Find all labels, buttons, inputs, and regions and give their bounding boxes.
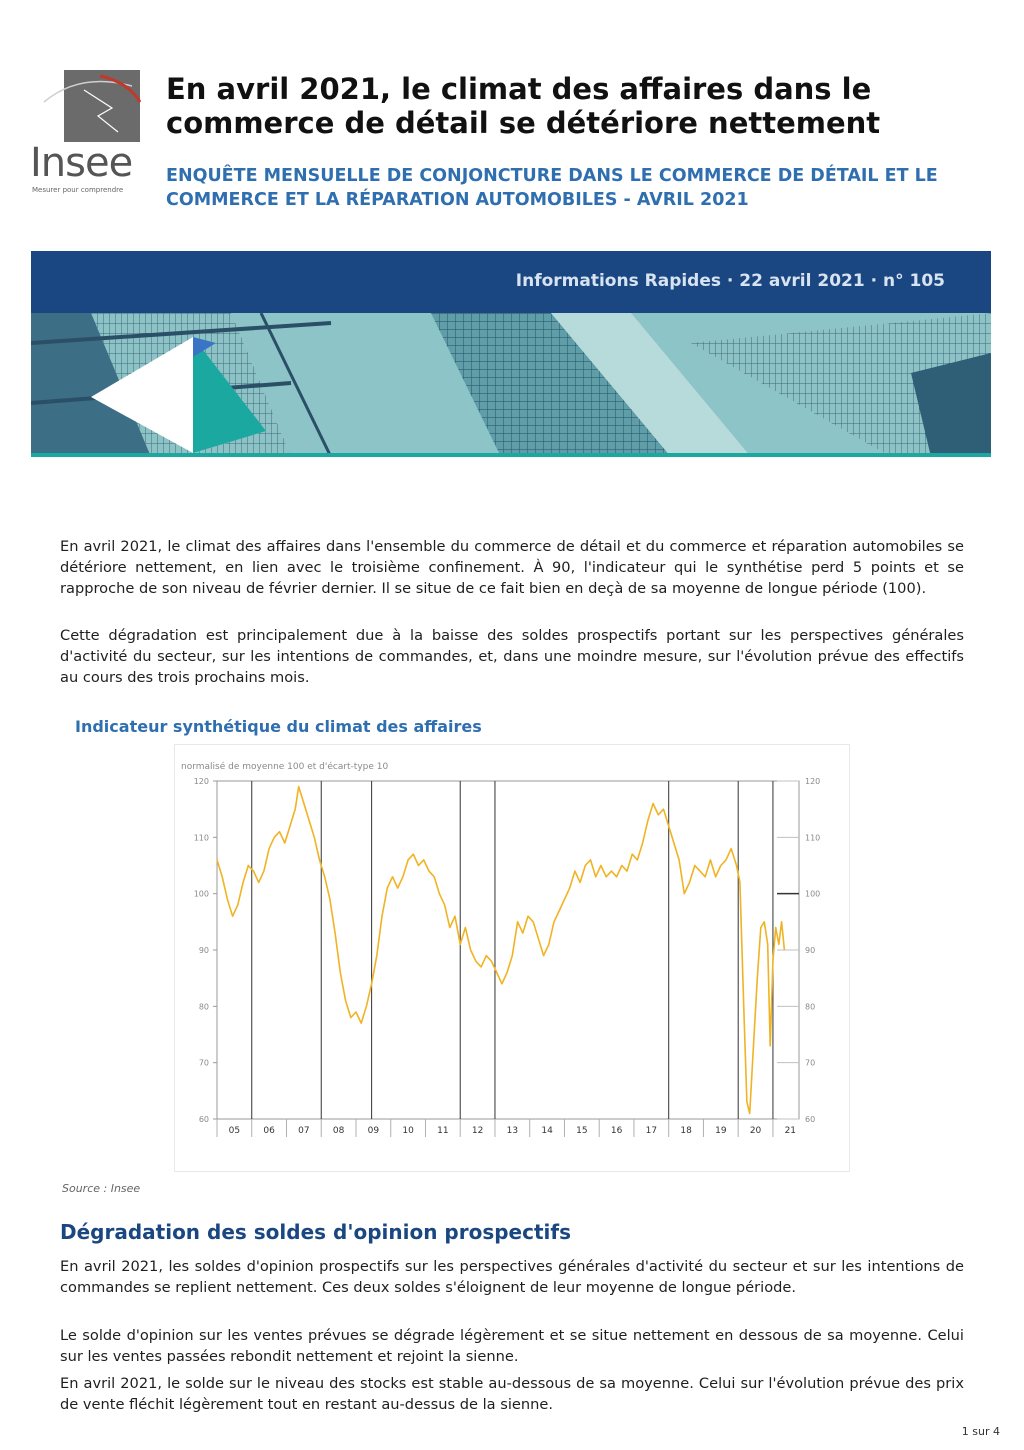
y-label-left-120: 120: [193, 777, 209, 786]
section-paragraph-3: En avril 2021, le solde sur le niveau des stocks est stable au-dessous de sa moyenne. Celui sur l'évolution prévue des prix de vente fléchit légèrement tout en restant au-dessus de la sienne.: [60, 1375, 964, 1413]
y-label-right-120: 120: [805, 777, 821, 786]
x-label-09: 09: [367, 1126, 380, 1136]
x-label-12: 12: [471, 1126, 484, 1136]
x-label-14: 14: [541, 1126, 553, 1136]
y-label-left-100: 100: [193, 889, 209, 899]
building-illustration: [31, 313, 991, 457]
chart-subtitle: normalisé de moyenne 100 et d'écart-type 10: [181, 762, 389, 772]
x-label-06: 06: [263, 1126, 275, 1136]
y-label-right-70: 70: [805, 1058, 816, 1068]
x-label-19: 19: [715, 1126, 727, 1136]
x-label-21: 21: [784, 1126, 797, 1136]
x-label-17: 17: [645, 1126, 658, 1136]
y-label-right-100: 100: [805, 889, 821, 899]
y-label-left-90: 90: [198, 946, 209, 955]
y-label-left-60: 60: [198, 1115, 209, 1124]
y-label-right-110: 110: [805, 833, 821, 843]
page-title: En avril 2021, le climat des affaires dans le commerce de détail se détériore nettement: [166, 72, 881, 140]
x-label-18: 18: [680, 1126, 692, 1136]
section-heading: Dégradation des soldes d'opinion prospectifs: [60, 1220, 571, 1244]
intro-paragraph-1: En avril 2021, le climat des affaires dans l'ensemble du commerce de détail et du commerce et réparation automobiles se détériore nettement, en lien avec le troisième confinement. À 90, l'indicateur qui le synthétise perd 5 points et se rapproche de son niveau de février dernier. Il se situe de ce fait bien en deçà de sa moyenne de longue période (100).: [60, 538, 964, 597]
header-photo: [31, 313, 991, 457]
chart-heading: Indicateur synthétique du climat des affaires: [75, 717, 482, 736]
x-label-07: 07: [298, 1126, 310, 1136]
page-number: 1 sur 4: [961, 1425, 1000, 1438]
x-label-08: 08: [332, 1126, 345, 1136]
y-label-right-60: 60: [805, 1115, 816, 1124]
chart-container: [174, 744, 850, 1172]
y-label-left-80: 80: [198, 1002, 209, 1012]
y-label-right-80: 80: [805, 1002, 816, 1012]
y-label-left-70: 70: [198, 1058, 209, 1068]
publication-info: Informations Rapides · 22 avril 2021 · n° 105: [515, 271, 945, 291]
x-label-05: 05: [228, 1126, 241, 1136]
x-label-13: 13: [506, 1126, 519, 1136]
logo-name: Insee: [30, 140, 133, 186]
chart-source: Source : Insee: [62, 1182, 141, 1195]
section-paragraph-1: En avril 2021, les soldes d'opinion prospectifs sur les perspectives générales d'activité du secteur et sur les intentions de commandes se replient nettement. Ces deux soldes s'éloignent de leur moyenne de longue période.: [60, 1258, 964, 1296]
intro-paragraph-2: Cette dégradation est principalement due à la baisse des soldes prospectifs portant sur les perspectives générales d'activité du secteur, sur les intentions de commandes, et, dans une moindre mesure, sur l'évolution prévue des effectifs au cours des trois prochains mois.: [60, 627, 964, 686]
climate-indicator-chart: [175, 745, 849, 1171]
y-label-right-90: 90: [805, 946, 816, 955]
plot-frame: [217, 781, 799, 1119]
y-label-left-110: 110: [193, 833, 209, 843]
logo-tagline: Mesurer pour comprendre: [32, 186, 124, 194]
insee-logo: [28, 68, 146, 198]
publication-banner: [31, 251, 991, 313]
section-paragraph-2: Le solde d'opinion sur les ventes prévues se dégrade légèrement et se situe nettement en dessous de sa moyenne. Celui sur les ventes passées rebondit nettement et rejoint la sienne.: [60, 1327, 964, 1365]
x-label-15: 15: [576, 1126, 588, 1136]
logo-arc-icon: [40, 68, 150, 148]
x-label-10: 10: [402, 1126, 414, 1136]
x-label-20: 20: [749, 1126, 762, 1136]
page-subtitle: ENQUÊTE MENSUELLE DE CONJONCTURE DANS LE COMMERCE DE DÉTAIL ET LE COMMERCE ET LA RÉPARATION AUTOMOBILES - AVRIL 2021: [166, 166, 938, 210]
x-label-11: 11: [437, 1126, 449, 1136]
series-line-0: [217, 787, 784, 1114]
x-label-16: 16: [610, 1126, 623, 1136]
